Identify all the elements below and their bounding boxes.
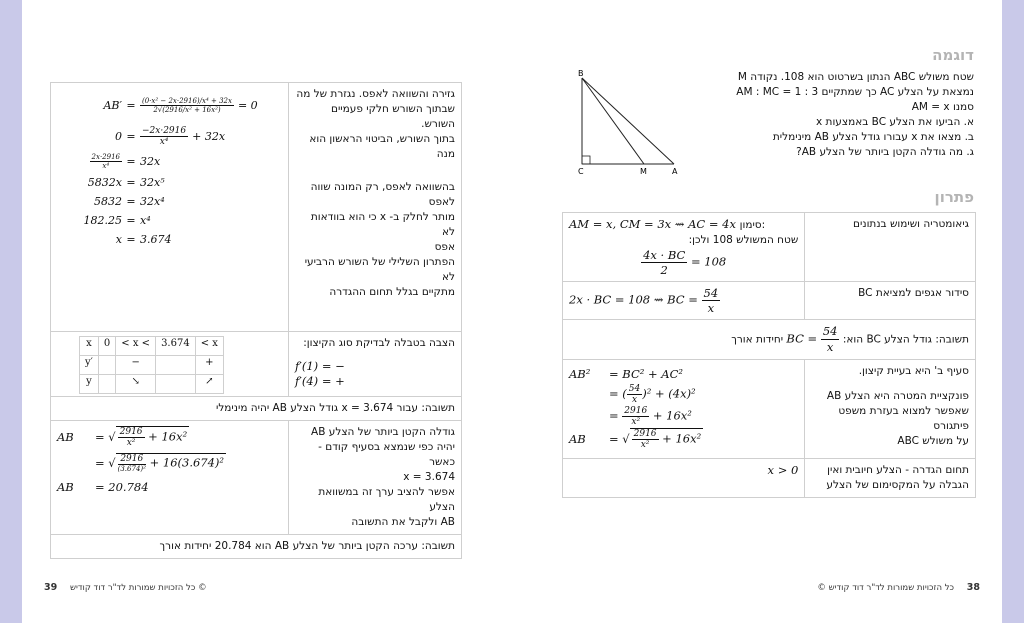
fraction-denominator: x: [826, 340, 834, 354]
text-line: הגבלה על המקסימום של הצלע: [826, 479, 969, 491]
text-line: על משולש ABC: [897, 435, 969, 447]
derivative-check: f′(4) = +: [295, 374, 345, 388]
solution-title: פתרון: [934, 188, 974, 206]
notation-eq: AM = x, CM = 3x ⇝ AC = 4x: [569, 217, 736, 231]
fraction-numerator: 4x · BC: [643, 248, 686, 262]
text-line: בהשוואה לאפס, רק המונה שווה: [310, 181, 455, 193]
left-page: [22, 0, 512, 623]
table-row: [51, 397, 462, 421]
fraction-numerator: 54: [822, 324, 838, 338]
text-line: שטח משולש ABC הנתון בשרטוט הוא 108. נקודה M: [737, 71, 974, 83]
copyright-text: כל הזכויות שמורות לד"ר דוד קודיש ©: [817, 583, 955, 593]
explanation-cell: [289, 83, 462, 332]
eq-rhs: = 20.784: [95, 479, 149, 494]
table-row: [563, 360, 976, 459]
segment-bm: [582, 78, 644, 164]
table-row: [51, 83, 462, 332]
sign-table-cell: +: [195, 356, 223, 375]
table-row: [563, 320, 976, 360]
text-line: א. הביעו את הצלע BC באמצעות x: [815, 116, 974, 128]
sign-table-cell: y′: [80, 356, 99, 375]
sign-table-cell: x: [80, 337, 99, 356]
table-row: [51, 535, 462, 559]
eq-lhs: 5832x: [87, 176, 122, 189]
text-line: סמנו AM = x: [911, 101, 974, 113]
equation-rhs: = 108: [690, 254, 727, 269]
copyright-text: כל הזכויות שמורות לד"ר דוד קודיש ©: [69, 583, 207, 593]
eq-rhs: 3.674: [140, 233, 172, 246]
eq-rhs: 32x⁴: [140, 195, 165, 208]
row-label: [805, 360, 976, 459]
sign-table-cell: < x: [195, 337, 223, 356]
text-label: סימון:: [739, 219, 766, 231]
fraction-denominator: x: [707, 301, 715, 315]
fraction-denominator: 2: [660, 263, 668, 277]
math-cell: [563, 459, 805, 498]
example-title: דוגמה: [932, 46, 974, 64]
sign-table-cell: [51, 332, 289, 397]
sign-table-cell: [156, 375, 196, 394]
sign-table-cell: [156, 356, 196, 375]
sign-table-cell: ↗: [195, 375, 223, 394]
pythagoras-cell: AB² = BC² + AC² = ( $\frac{54}{x}$ )² + (4x)² = $\frac{2916}{\text{x²}}$ + 16x² AB = √ $\frac{2916}{\text{x²}}$ + 16x²: [563, 360, 805, 459]
vertex-label-b: B: [578, 69, 584, 78]
sign-table-cell: [98, 375, 115, 394]
text-line: מתקיים בגלל תחום ההגדרה: [329, 286, 455, 298]
text-line: שבתוך השורש חלקי פעמיים השורש.: [330, 103, 455, 130]
eq-lhs: 182.25: [83, 214, 122, 227]
problem-statement: [714, 70, 974, 160]
ab-calc-cell: AB = √ $\frac{2916}{\text{x²}}$ + 16x² = √ $\frac{2916}{\text{(3.674)²}}$ + 16(3.674)² AB = 20.784: [51, 421, 289, 535]
text-line: לאפס: [428, 196, 455, 208]
text-line: הפתרון השלילי של השורש הרביעי לא: [304, 256, 455, 283]
eq-lhs: AB: [57, 430, 74, 444]
point-label-m: M: [640, 167, 647, 176]
sign-table-cell: ↘: [116, 375, 156, 394]
right-angle-mark: [582, 156, 590, 164]
text-line: מותר לחלק ב- x כי הוא בוודאות לא: [310, 211, 455, 238]
text-line: תחום הגדרה - הצלע חיובית ואין: [827, 464, 969, 476]
sign-table-cell: y: [80, 375, 99, 394]
equation-lhs: BC =: [786, 331, 818, 346]
triangle-diagram: [574, 68, 684, 180]
side-ab: [582, 78, 674, 164]
sign-table-cell: 0: [98, 337, 115, 356]
table-row: [563, 459, 976, 498]
sign-check-cell: [289, 332, 462, 397]
page-number: 39: [44, 582, 58, 593]
text-line: מנה: [436, 148, 455, 160]
table-row: [563, 282, 976, 320]
row-label: [805, 459, 976, 498]
text-line: אפשר להציב ערך זה במשוואת הצלע: [318, 486, 455, 513]
equation-lhs: 2x · BC = 108 ⇝ BC =: [569, 292, 698, 307]
answer-prefix: תשובה: גודל הצלע BC הוא:: [842, 333, 969, 346]
derivative-check: f′(1) = −: [295, 359, 345, 373]
answer-suffix: יחידות אורך: [731, 333, 784, 346]
text-line: בתוך השורש, הביטוי הראשון הוא: [309, 133, 455, 145]
table-row: [51, 332, 462, 397]
sign-table: [79, 336, 224, 394]
eq-rhs: 32x: [140, 154, 161, 168]
page-number: 38: [966, 582, 980, 593]
page-footer: [44, 582, 207, 593]
vertex-label-c: C: [578, 167, 584, 176]
page-footer: [817, 582, 980, 593]
text-line: ב. מצאו את x עבורו גודל הצלע AB מינימלית: [772, 131, 974, 143]
answer-cell: תשובה: עבור x = 3.674 גודל הצלע AB יהיה מינימלי: [51, 397, 462, 421]
eq-lhs: x: [115, 233, 122, 246]
table-row: [51, 421, 462, 535]
sign-table-cell: 3.674: [156, 337, 196, 356]
right-page: [512, 0, 1002, 623]
text-line: פונקציית המטרה היא הצלע AB: [826, 390, 969, 402]
math-cell: [563, 282, 805, 320]
text-line: הצבה בטבלה לבדיקת סוג הקיצון:: [303, 337, 455, 349]
eq-rhs: 32x⁵: [140, 176, 165, 189]
answer-cell: [563, 320, 976, 360]
text-line: AB ולקבל את התשובה: [351, 516, 455, 528]
sign-table-cell: < x <: [116, 337, 156, 356]
math-cell: [563, 213, 805, 282]
sign-table-cell: −: [116, 356, 156, 375]
text-line: גודלה הקטן ביותר של הצלע AB: [311, 426, 455, 438]
explanation-cell: [289, 421, 462, 535]
derivative-fraction: $\frac{\text{(0·x² − 2x·2916)/x⁴ + 32x}}{\text{2√(2916/x² + 16x²)}}$: [142, 96, 232, 114]
fraction-numerator: 54: [703, 286, 719, 300]
solution-table: [562, 212, 976, 498]
text-line: אפס: [434, 241, 455, 253]
eq-lhs: 0: [115, 129, 122, 143]
eq-lhs: AB′: [103, 98, 122, 112]
text-line: גזירה והשוואה לאפס. נגזרת של מה: [296, 88, 455, 100]
text-line: יהיה כפי שנמצא בסעיף קודם - כאשר: [318, 441, 455, 468]
solution-table-continued: [50, 82, 462, 559]
eq-rhs: x⁴: [140, 214, 151, 227]
text-line: ג. מה גודלה הקטן ביותר של הצלע AB?: [796, 146, 974, 158]
answer-cell: תשובה: ערכה הקטן ביותר של הצלע AB הוא 20.784 יחידות אורך: [51, 535, 462, 559]
vertex-label-a: A: [672, 167, 678, 176]
row-label: סידור אגפים למציאת BC: [805, 282, 976, 320]
eq-lhs: 5832: [94, 195, 122, 208]
eq-lhs: AB: [57, 479, 74, 494]
table-row: [563, 213, 976, 282]
domain-inequality: x > 0: [767, 463, 799, 477]
derivative-cell: AB′ = $\frac{\text{(0·x² − 2x·2916)/x⁴ + 32x}}{\text{2√(2916/x² + 16x²)}}$ = 0 0 = $\frac{-2x\cdot 2916}{\text{x⁴}}$ + 32x $\frac{2x\cdot 2916}{\text{x⁴}}$ = 32x 5832x = 32x⁵ 5832 = 32x⁴ 182.25 = x⁴ x = 3.674: [51, 83, 289, 332]
text-line: x = 3.674: [403, 471, 455, 483]
text-line: סעיף ב' היא בעיית קיצון.: [858, 365, 969, 377]
text-line: שטח המשולש 108 ולכן:: [688, 234, 799, 246]
text-line: נמצאת על הצלע AC כך שמתקיים AM : MC = 1 : 3: [736, 86, 974, 98]
sign-table-cell: [98, 356, 115, 375]
row-label: גיאומטריה ושימוש בנתונים: [805, 213, 976, 282]
text-line: שאפשר למצוא בעזרת משפט פיתגורס: [838, 405, 969, 432]
